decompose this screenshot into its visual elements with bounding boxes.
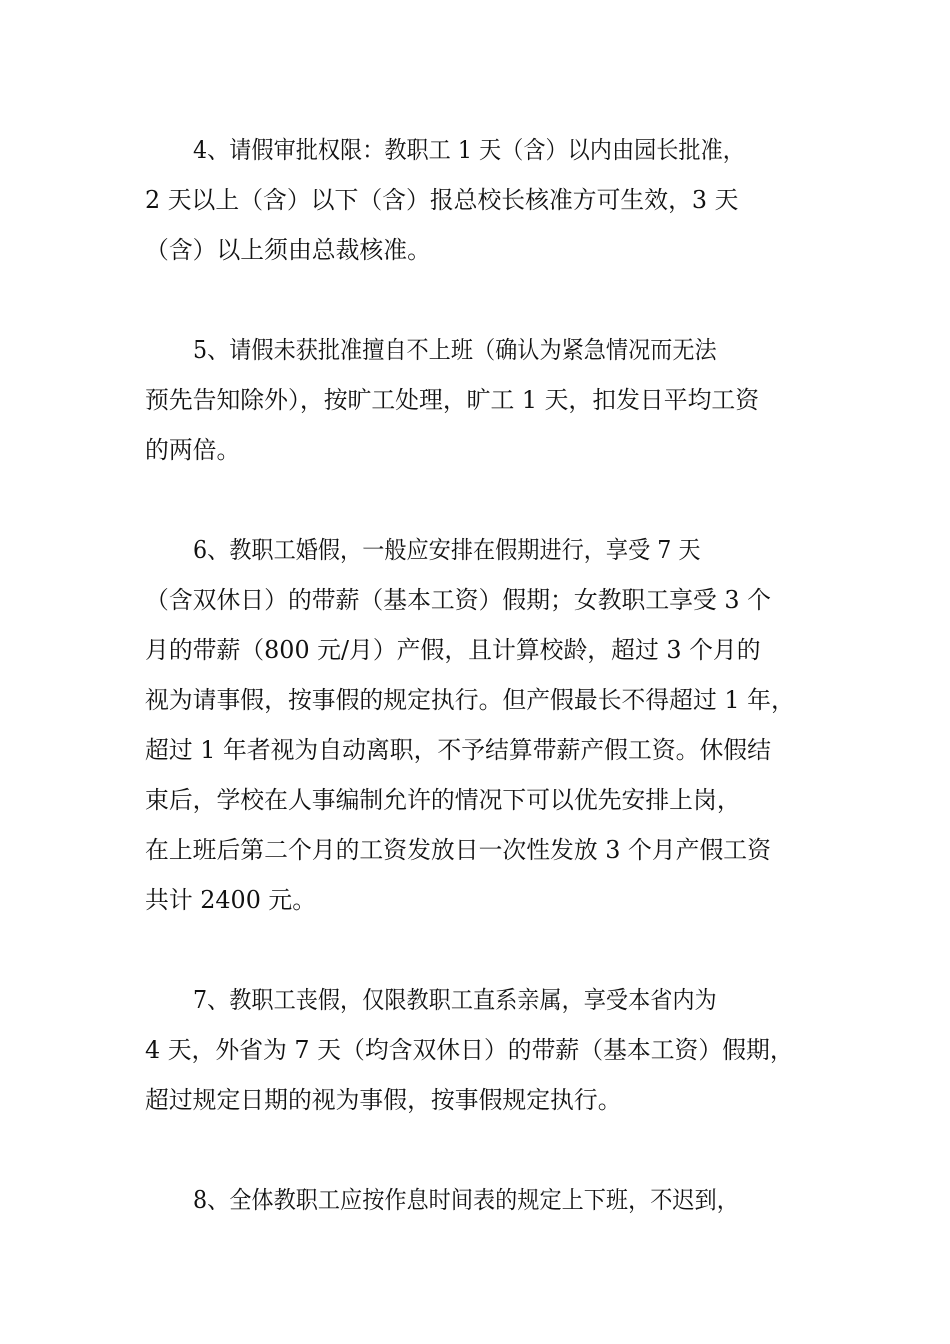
text-line: 7、教职工丧假，仅限教职工直系亲属，享受本省内为 [193,986,717,1014]
text-line: 2 天以上（含）以下（含）报总校长核准方可生效，3 天 [145,186,739,214]
text-line: 6、教职工婚假，一般应安排在假期进行，享受 7 天 [193,536,701,564]
text-line: 超过规定日期的视为事假，按事假规定执行。 [145,1086,622,1114]
text-line: 视为请事假，按事假的规定执行。但产假最长不得超过 1 年， [145,686,795,714]
text-line: 预先告知除外），按旷工处理，旷工 1 天，扣发日平均工资 [145,386,760,414]
text-line: 的两倍。 [145,436,241,464]
text-line: 超过 1 年者视为自动离职，不予结算带薪产假工资。休假结 [145,736,771,764]
text-line: 月的带薪（800 元/月）产假，且计算校龄，超过 3 个月的 [145,636,761,664]
text-line: 8、全体教职工应按作息时间表的规定上下班，不迟到， [193,1186,739,1214]
text-line: 5、请假未获批准擅自不上班（确认为紧急情况而无法 [193,336,717,364]
text-line: 4 天，外省为 7 天（均含双休日）的带薪（基本工资）假期， [145,1036,794,1064]
text-line: 在上班后第二个月的工资发放日一次性发放 3 个月产假工资 [145,836,771,864]
text-line: 束后，学校在人事编制允许的情况下可以优先安排上岗， [145,786,741,814]
text-line: 4、请假审批权限：教职工 1 天（含）以内由园长批准， [193,136,745,164]
text-line: 共计 2400 元。 [145,886,317,914]
text-line: （含双休日）的带薪（基本工资）假期；女教职工享受 3 个 [145,586,771,614]
text-line: （含）以上须由总裁核准。 [145,236,431,264]
